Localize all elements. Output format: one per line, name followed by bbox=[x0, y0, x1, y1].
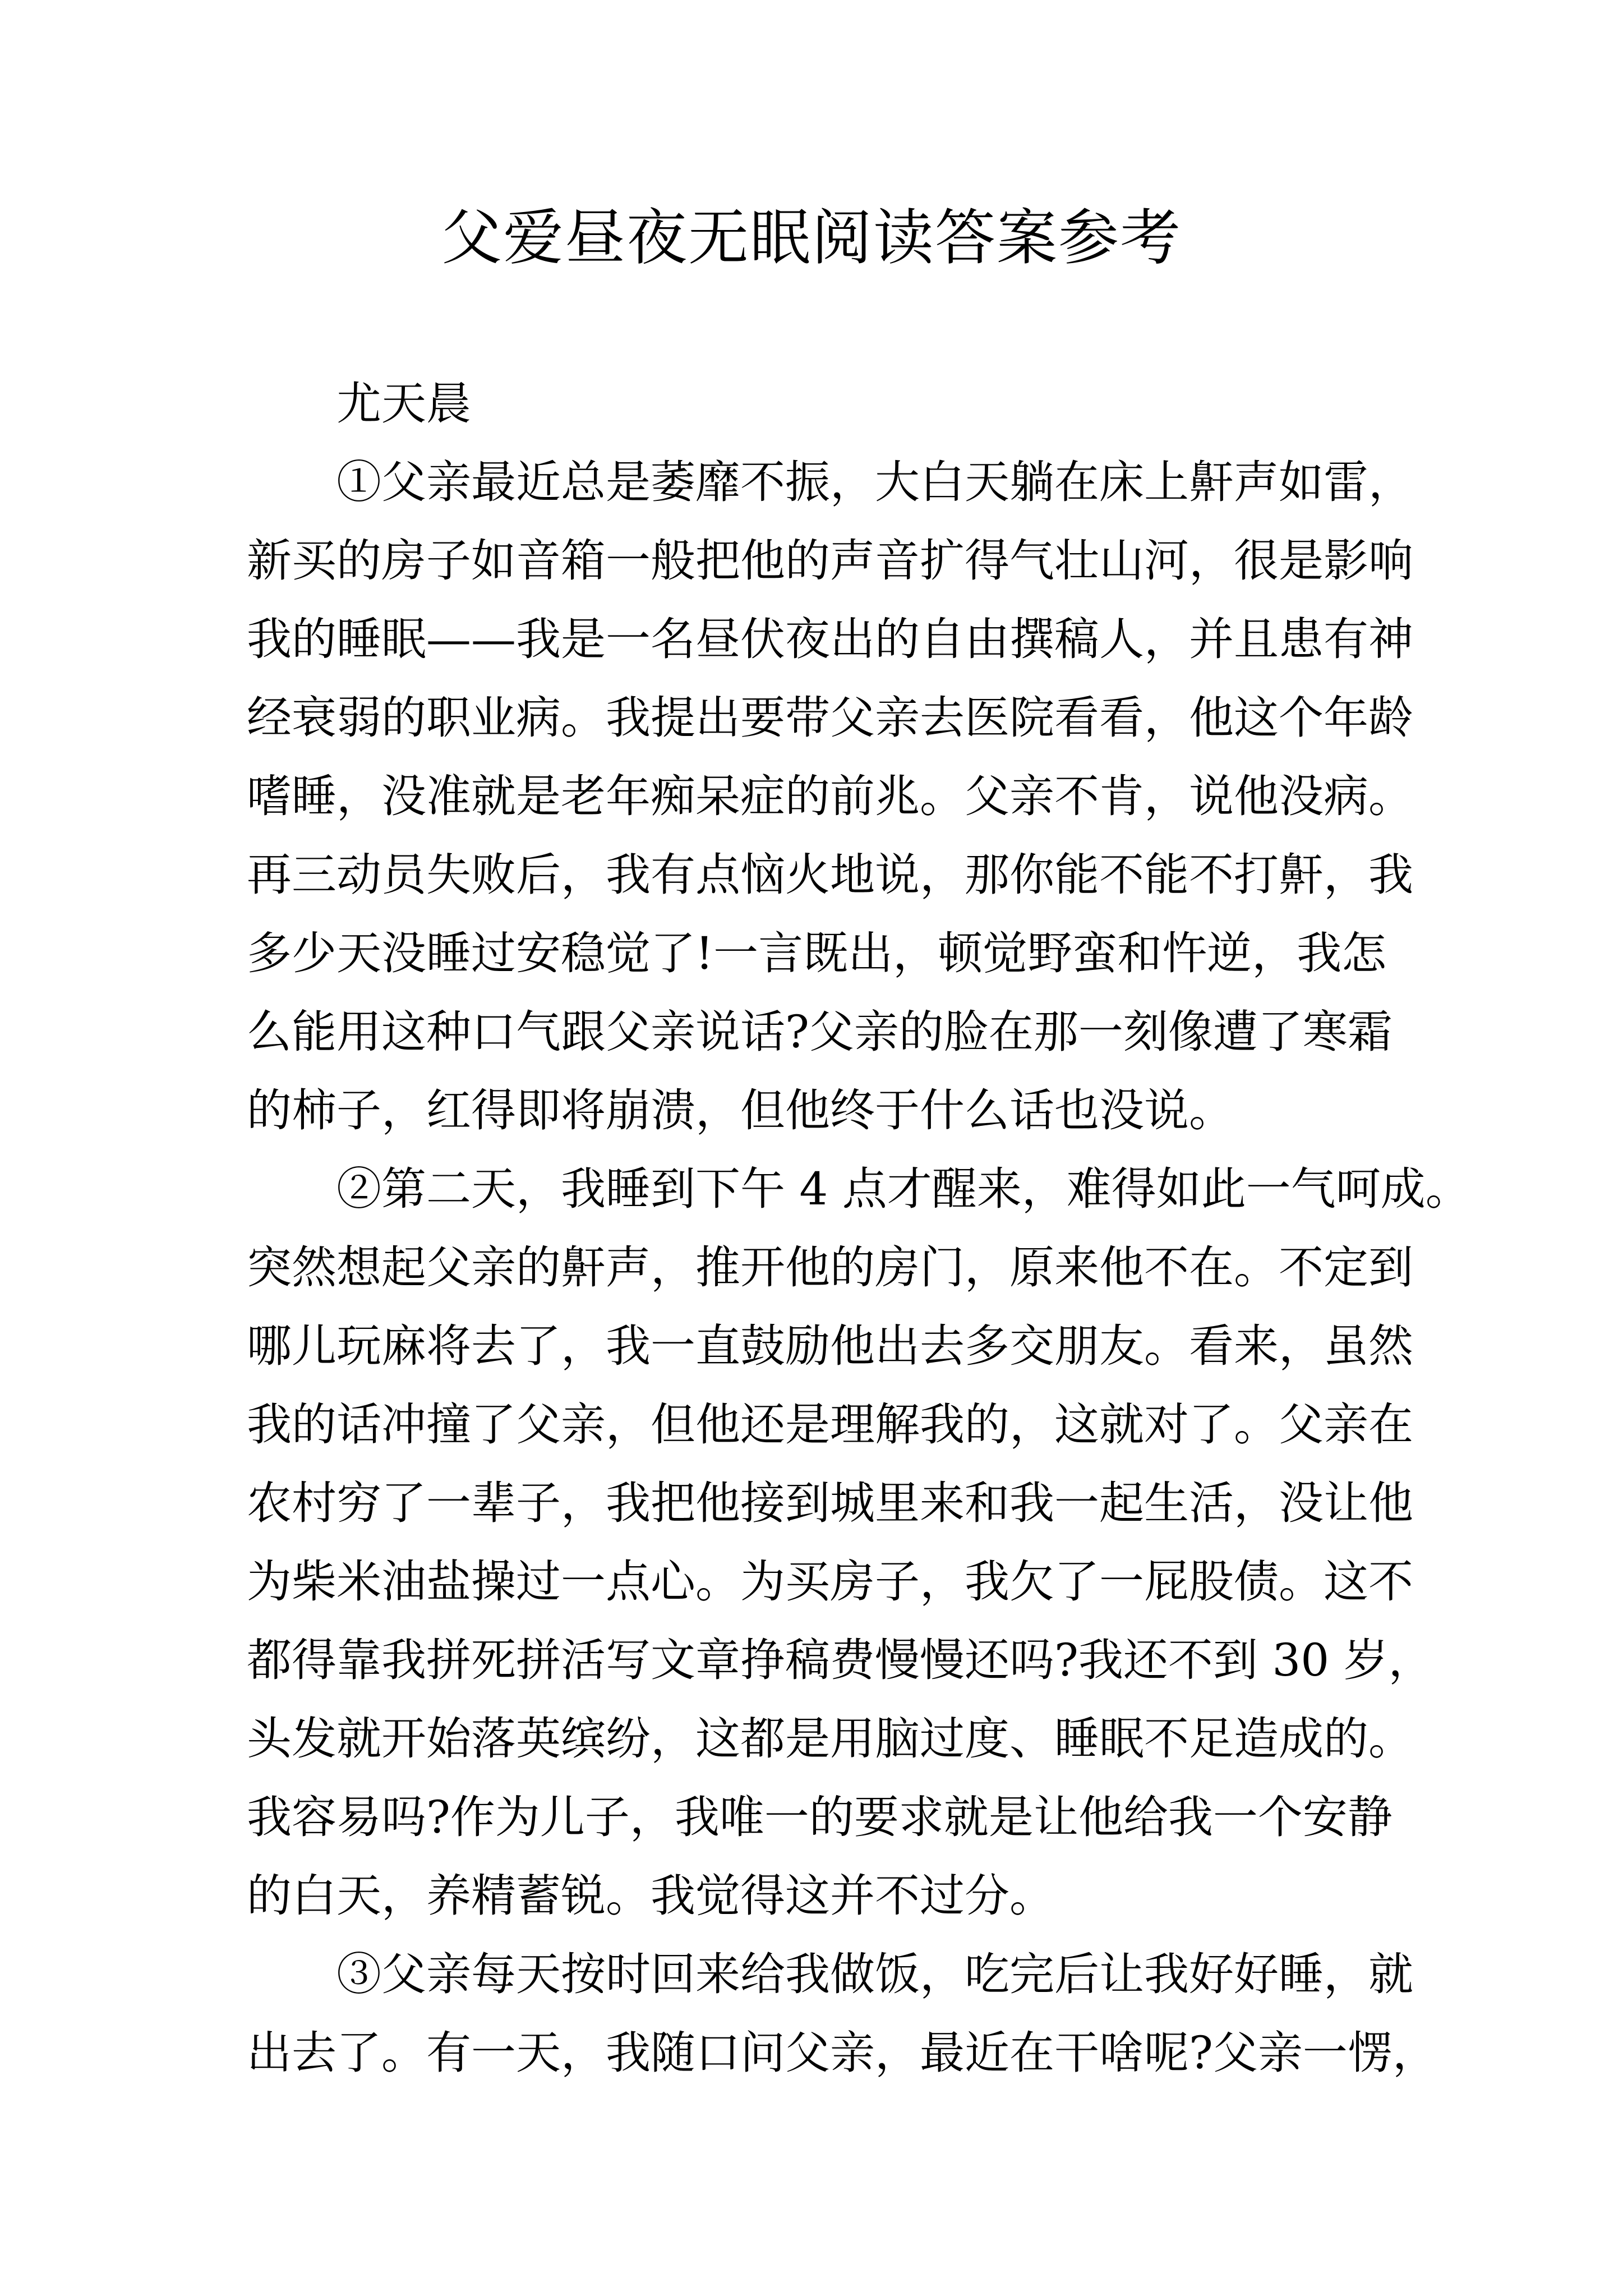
paragraph-3-line-1: ③父亲每天按时回来给我做饭，吃完后让我好好睡，就 bbox=[336, 1948, 1413, 2000]
paragraph-2-line-9: 我容易吗?作为儿子，我唯一的要求就是让他给我一个安静 bbox=[247, 1791, 1393, 1843]
paragraph-2-line-8: 头发就开始落英缤纷，这都是用脑过度、睡眠不足造成的。 bbox=[247, 1713, 1413, 1765]
paragraph-2-line-1: ②第二天，我睡到下午 4 点才醒来，难得如此一气呵成。 bbox=[336, 1163, 1470, 1215]
paragraph-1-line-3: 我的睡眠——我是一名昼伏夜出的自由撰稿人，并且患有神 bbox=[247, 613, 1413, 665]
paragraph-2-line-2: 突然想起父亲的鼾声，推开他的房门，原来他不在。不定到 bbox=[247, 1241, 1413, 1294]
paragraph-1-line-4: 经衰弱的职业病。我提出要带父亲去医院看看，他这个年龄 bbox=[247, 692, 1413, 744]
paragraph-2-line-6: 为柴米油盐操过一点心。为买房子，我欠了一屁股债。这不 bbox=[247, 1556, 1413, 1608]
paragraph-1-line-5: 嗜睡，没准就是老年痴呆症的前兆。父亲不肯，说他没病。 bbox=[247, 770, 1413, 822]
paragraph-2-line-7: 都得靠我拼死拼活写文章挣稿费慢慢还吗?我还不到 30 岁， bbox=[247, 1634, 1433, 1686]
author-line: 尤天晨 bbox=[336, 378, 471, 430]
document-body bbox=[247, 365, 1470, 2092]
document-title: 父爱昼夜无眠阅读答案参考 bbox=[441, 203, 1182, 273]
paragraph-1-line-1: ①父亲最近总是萎靡不振，大白天躺在床上鼾声如雷， bbox=[336, 456, 1413, 508]
paragraph-2-line-4: 我的话冲撞了父亲，但他还是理解我的，这就对了。父亲在 bbox=[247, 1398, 1413, 1451]
paragraph-2-line-10: 的白天，养精蓄锐。我觉得这并不过分。 bbox=[247, 1870, 1054, 1922]
paragraph-1-line-6: 再三动员失败后，我有点恼火地说，那你能不能不打鼾，我 bbox=[247, 849, 1413, 901]
paragraph-1-line-8: 么能用这种口气跟父亲说话?父亲的脸在那一刻像遭了寒霜 bbox=[247, 1006, 1393, 1058]
paragraph-1-line-2: 新买的房子如音箱一般把他的声音扩得气壮山河，很是影响 bbox=[247, 535, 1413, 587]
paragraph-3-line-2: 出去了。有一天，我随口问父亲，最近在干啥呢?父亲一愣， bbox=[247, 2027, 1437, 2079]
paragraph-2-line-5: 农村穷了一辈子，我把他接到城里来和我一起生活，没让他 bbox=[247, 1477, 1413, 1529]
paragraph-1-line-9: 的柿子，红得即将崩溃，但他终于什么话也没说。 bbox=[247, 1084, 1234, 1137]
paragraph-2-line-3: 哪儿玩麻将去了，我一直鼓励他出去多交朋友。看来，虽然 bbox=[247, 1320, 1413, 1372]
paragraph-1-line-7: 多少天没睡过安稳觉了!一言既出，顿觉野蛮和忤逆，我怎 bbox=[247, 927, 1387, 979]
